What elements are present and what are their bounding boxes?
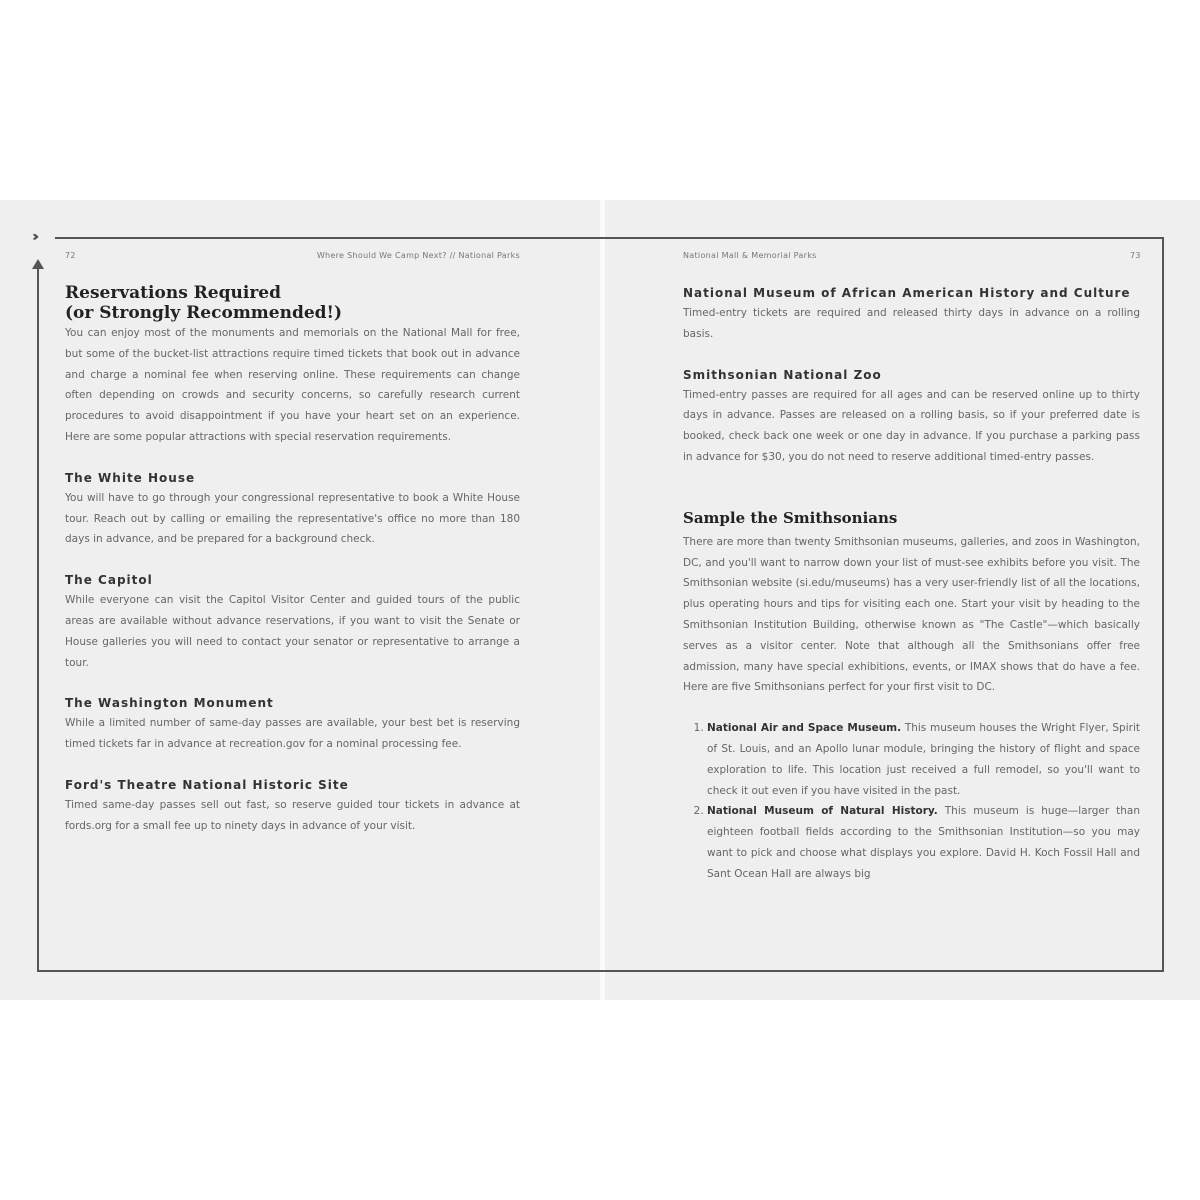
running-head-right: National Mall & Memorial Parks <box>683 251 817 260</box>
subheading: The White House <box>65 470 196 485</box>
list-item: 2. National Museum of Natural History. This museum is huge—larger than eighteen football fields according to the Smithsonian Institution—so you may want to pick and choose what displays you explore. David H. Koch Fossil Hall and Sant Ocean Hall are always big <box>707 801 1140 884</box>
paragraph: Timed-entry tickets are required and released thirty days in advance on a rolling basis. <box>683 307 1140 340</box>
paragraph: Timed-entry passes are required for all ages and can be reserved online up to thirty days in advance. Passes are released on a rolling basis, so if your preferred date is booked, check back one week or one day in advance. If you purchase a parking pass in advance for $30, you do not need to reserve additional timed-entry passes. <box>683 388 1140 463</box>
book-gutter <box>600 200 605 1000</box>
section-title: Reservations Required (or Strongly Recommended!) <box>65 283 343 323</box>
subheading: Smithsonian National Zoo <box>683 367 882 382</box>
running-head-left: Where Should We Camp Next? // National Parks <box>316 251 520 260</box>
paragraph: While everyone can visit the Capitol Visitor Center and guided tours of the public areas are available without advance reservations, if you want to visit the Senate or House galleries you will need to contact your senator or representative to arrange a tour. <box>65 594 520 669</box>
page-number-left: 72 <box>65 251 76 260</box>
paragraph: You will have to go through your congressional representative to book a White House tour. Reach out by calling or emailing the representative's office no more than 180 days in advance, and be prepared for a background check. <box>65 491 520 546</box>
paragraph: While a limited number of same-day passes are available, your best bet is reserving timed tickets far in advance at recreation.gov for a nominal processing fee. <box>65 717 520 751</box>
chevrons-icon: ››› <box>32 229 35 245</box>
page-number-right: 73 <box>1130 251 1141 260</box>
intro-paragraph: There are more than twenty Smithsonian museums, galleries, and zoos in Washington, DC, and you'll want to narrow down your list of must-see exhibits before you visit. The Smithsonian website (si.edu/museums) has a very user-friendly list of all the locations, plus operating hours and tips for visiting each one. Start your visit by heading to the Smithsonian Institution Building, otherwise known as "The Castle"—which basically serves as a visitor center. Note that although all the Smithsonians offer free admission, many have special exhibitions, events, or IMAX shows that do have a fee. Here are five Smithsonians perfect for your first visit to DC. <box>683 535 1140 694</box>
subheading: Ford's Theatre National Historic Site <box>65 777 349 792</box>
subheading: The Capitol <box>65 573 153 588</box>
left-page-content <box>65 283 520 837</box>
list-item: 1. National Air and Space Museum. This museum houses the Wright Flyer, Spirit of St. Louis, and an Apollo lunar module, bringing the history of flight and space exploration to life. This location just received a full remodel, so you'll want to check it out even if you have visited in the past. <box>707 718 1140 801</box>
smithsonian-list <box>683 718 1140 884</box>
subheading: National Museum of African American History and Culture <box>683 286 1131 300</box>
subheading: The Washington Monument <box>65 696 274 711</box>
right-page-content <box>683 283 1140 885</box>
border-bottom <box>37 970 1164 972</box>
border-top <box>55 237 1164 239</box>
section-title: Sample the Smithsonians <box>683 508 898 527</box>
paragraph: Timed same-day passes sell out fast, so reserve guided tour tickets in advance at fords.org for a small fee up to ninety days in advance of your visit. <box>65 798 520 832</box>
arrow-up-icon <box>32 259 44 269</box>
border-left <box>37 268 39 972</box>
intro-paragraph: You can enjoy most of the monuments and memorials on the National Mall for free, but some of the bucket-list attractions require timed tickets that book out in advance and charge a nominal fee when reserving online. These requirements can change often depending on crowds and security concerns, so carefully research current procedures to avoid disappointment if you have your heart set on an experience. Here are some popular attractions with special reservation requirements. <box>65 327 520 443</box>
border-right <box>1162 237 1164 972</box>
